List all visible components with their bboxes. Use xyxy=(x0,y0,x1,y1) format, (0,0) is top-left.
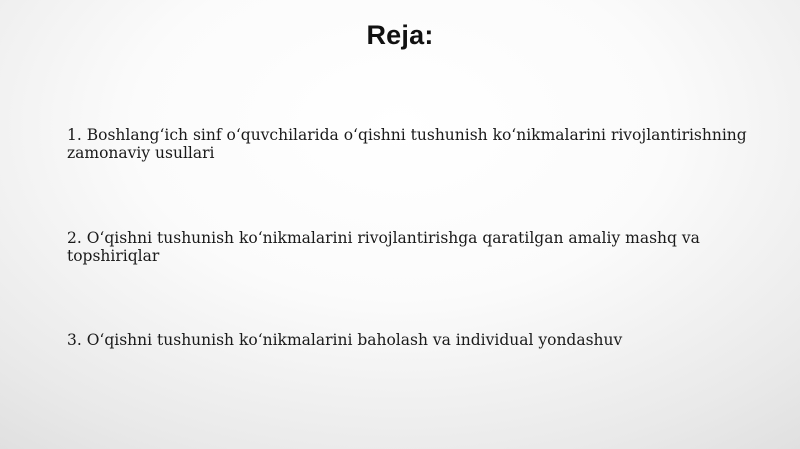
plan-item-1: 1. Boshlang‘ich sinf o‘quvchilarida o‘qishni tushunish ko‘nikmalarini rivojlantirishning zamonaviy usullari xyxy=(67,126,747,162)
plan-item-3: 3. O‘qishni tushunish ko‘nikmalarini baholash va individual yondashuv xyxy=(67,331,623,349)
slide-title: Reja: xyxy=(366,20,434,50)
plan-item-2: 2. O‘qishni tushunish ko‘nikmalarini rivojlantirishga qaratilgan amaliy mashq va topshiriqlar xyxy=(67,229,700,265)
